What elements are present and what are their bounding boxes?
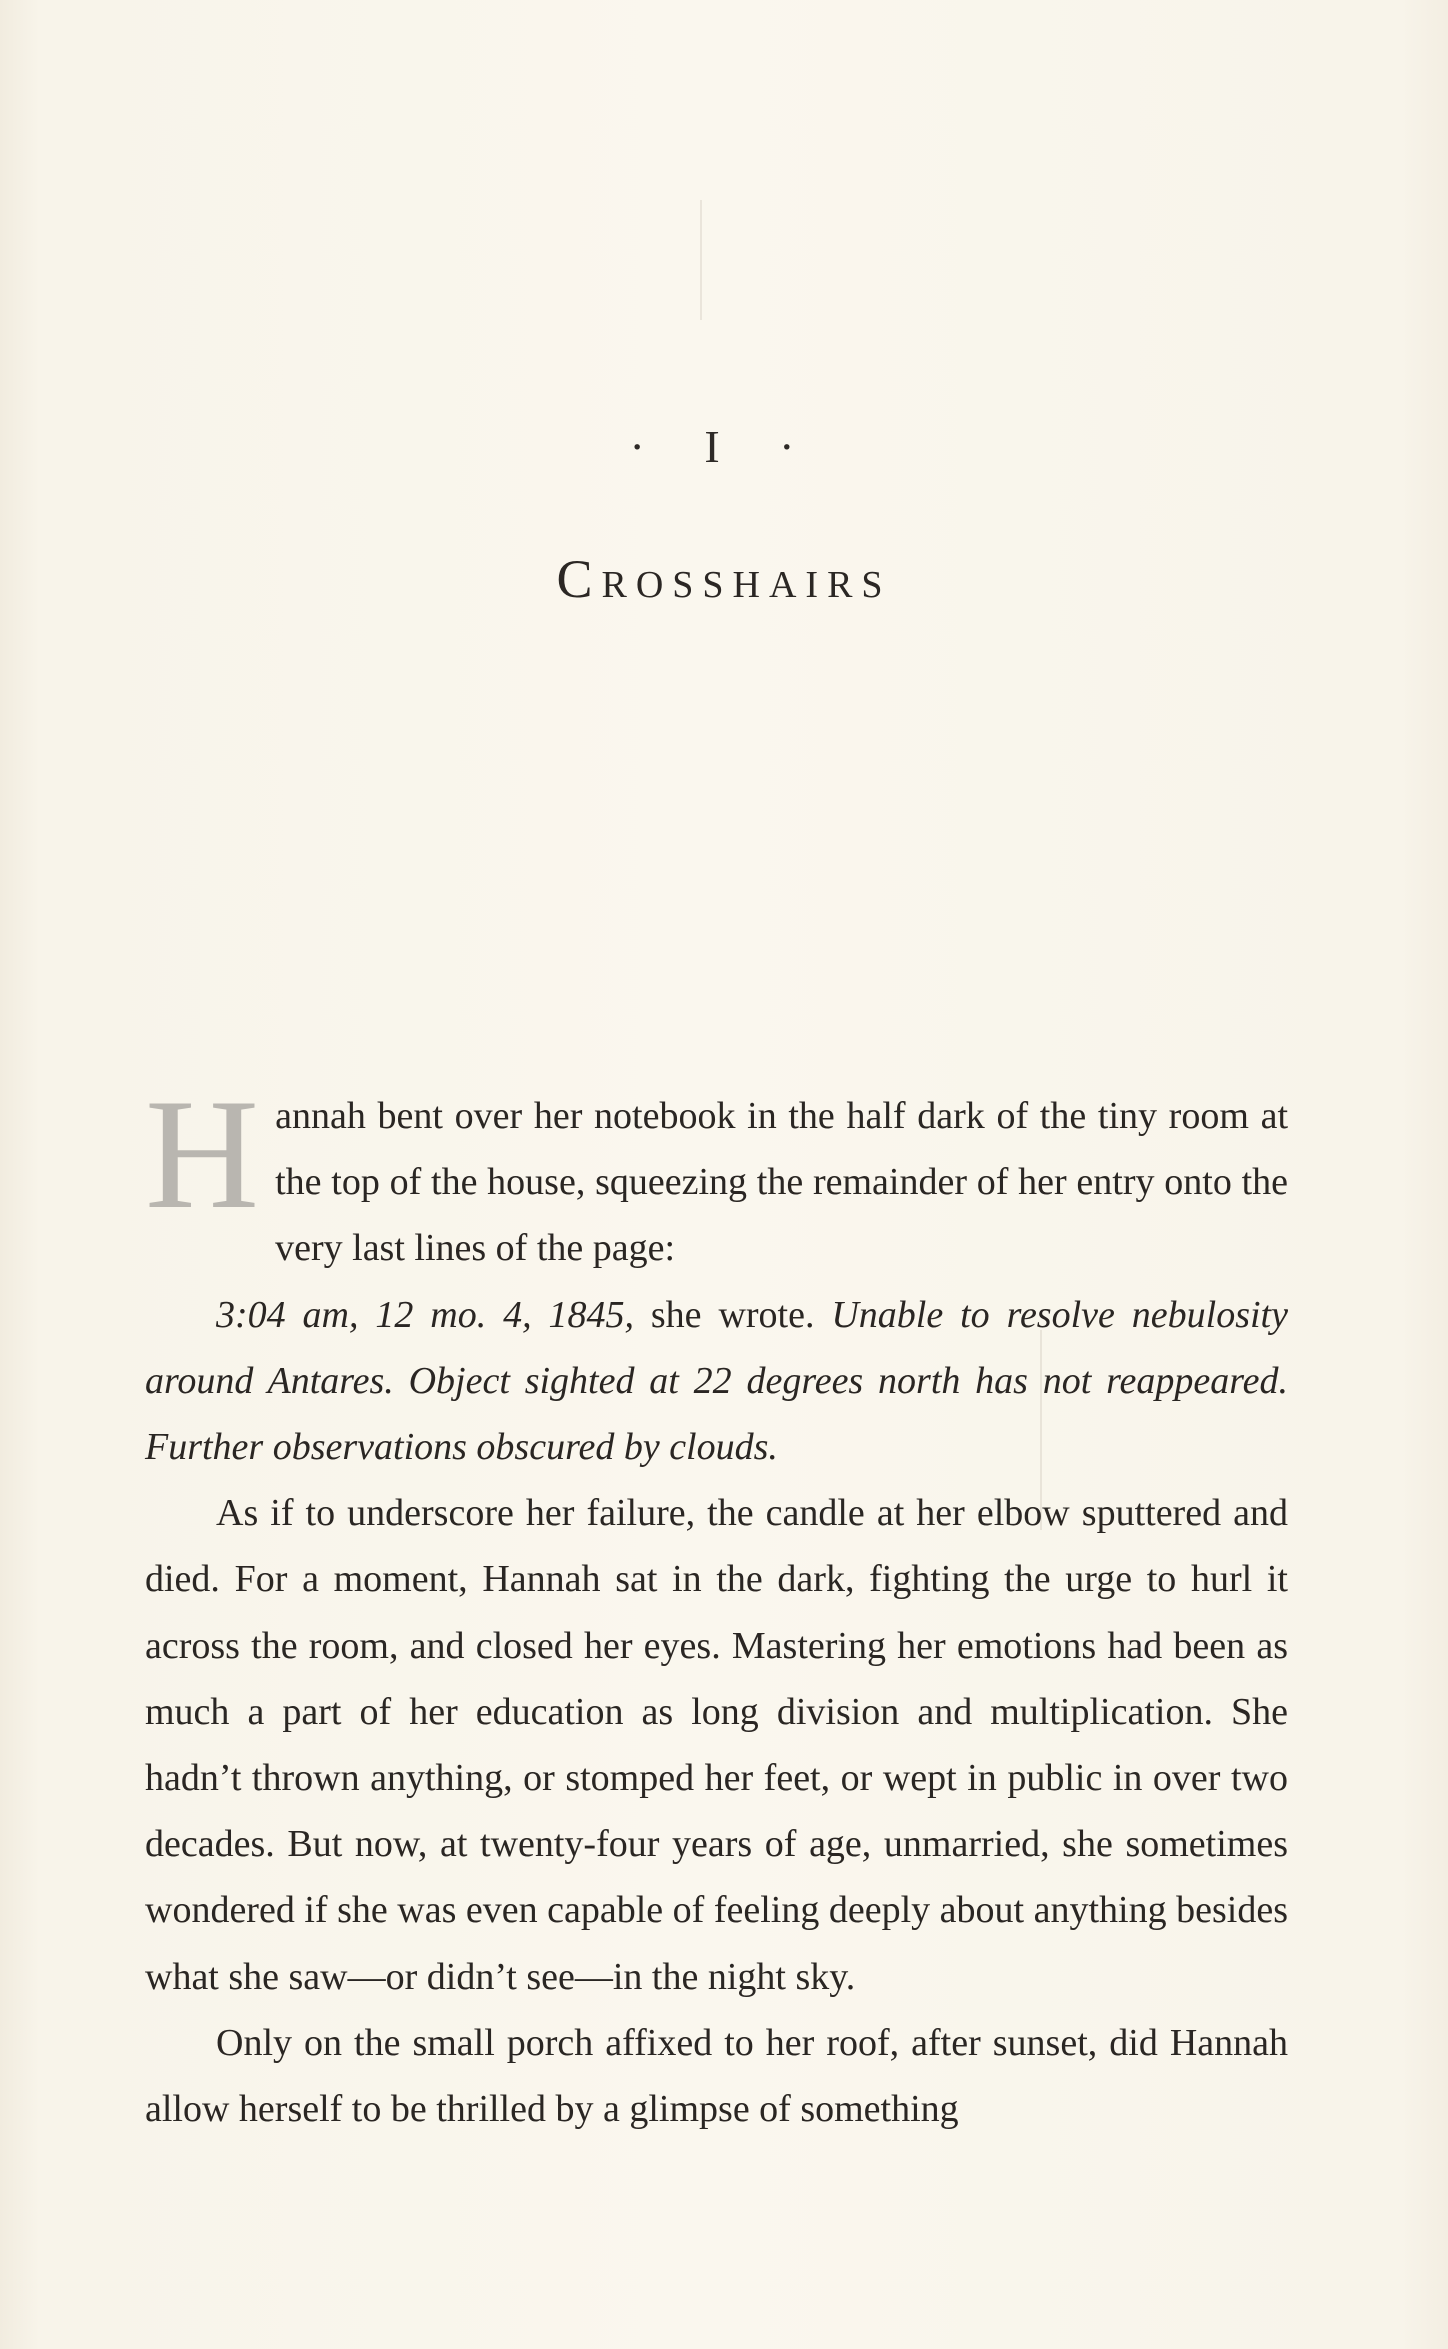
paragraph-2-text: she wrote. [634,1293,832,1336]
paragraph-4: Only on the small porch affixed to her roof, after sunset, did Hannah allow herself to be thrilled by a glimpse of something [145,2021,1288,2131]
body-text [145,1067,1288,2142]
notebook-entry: Unable to resolve nebulosity around Antares. Object sighted at 22 degrees north has not reappeared. Further observations obscured by clouds. [145,1293,1288,1469]
page-crease-mark [700,200,702,320]
paragraph-3: As if to underscore her failure, the candle at her elbow sputtered and died. For a moment, Hannah sat in the dark, fighting the urge to hurl it across the room, and closed her eyes. Mastering her emotions had been as much a part of her education as long division and multiplication. She hadn’t thrown anything, or stomped her feet, or wept in public in over two decades. But now, at twenty-four years of age, unmarried, she sometimes wondered if she was even capable of feeling deeply about anything besides what she saw—or didn’t see—in the night sky. [145,1492,1288,1998]
paragraph-1-text: annah bent over her notebook in the half dark of the tiny room at the top of the house, squeezing the remainder of her entry onto the very last lines of the page: [275,1095,1288,1270]
notebook-date: 3:04 am, 12 mo. 4, 1845, [216,1293,634,1336]
chapter-title: Crosshairs [556,549,892,609]
paragraph-1 [145,1067,1288,1282]
paragraph-2 [145,1282,1288,1481]
drop-cap: H [145,1067,260,1242]
chapter-number: · I · [629,421,819,472]
